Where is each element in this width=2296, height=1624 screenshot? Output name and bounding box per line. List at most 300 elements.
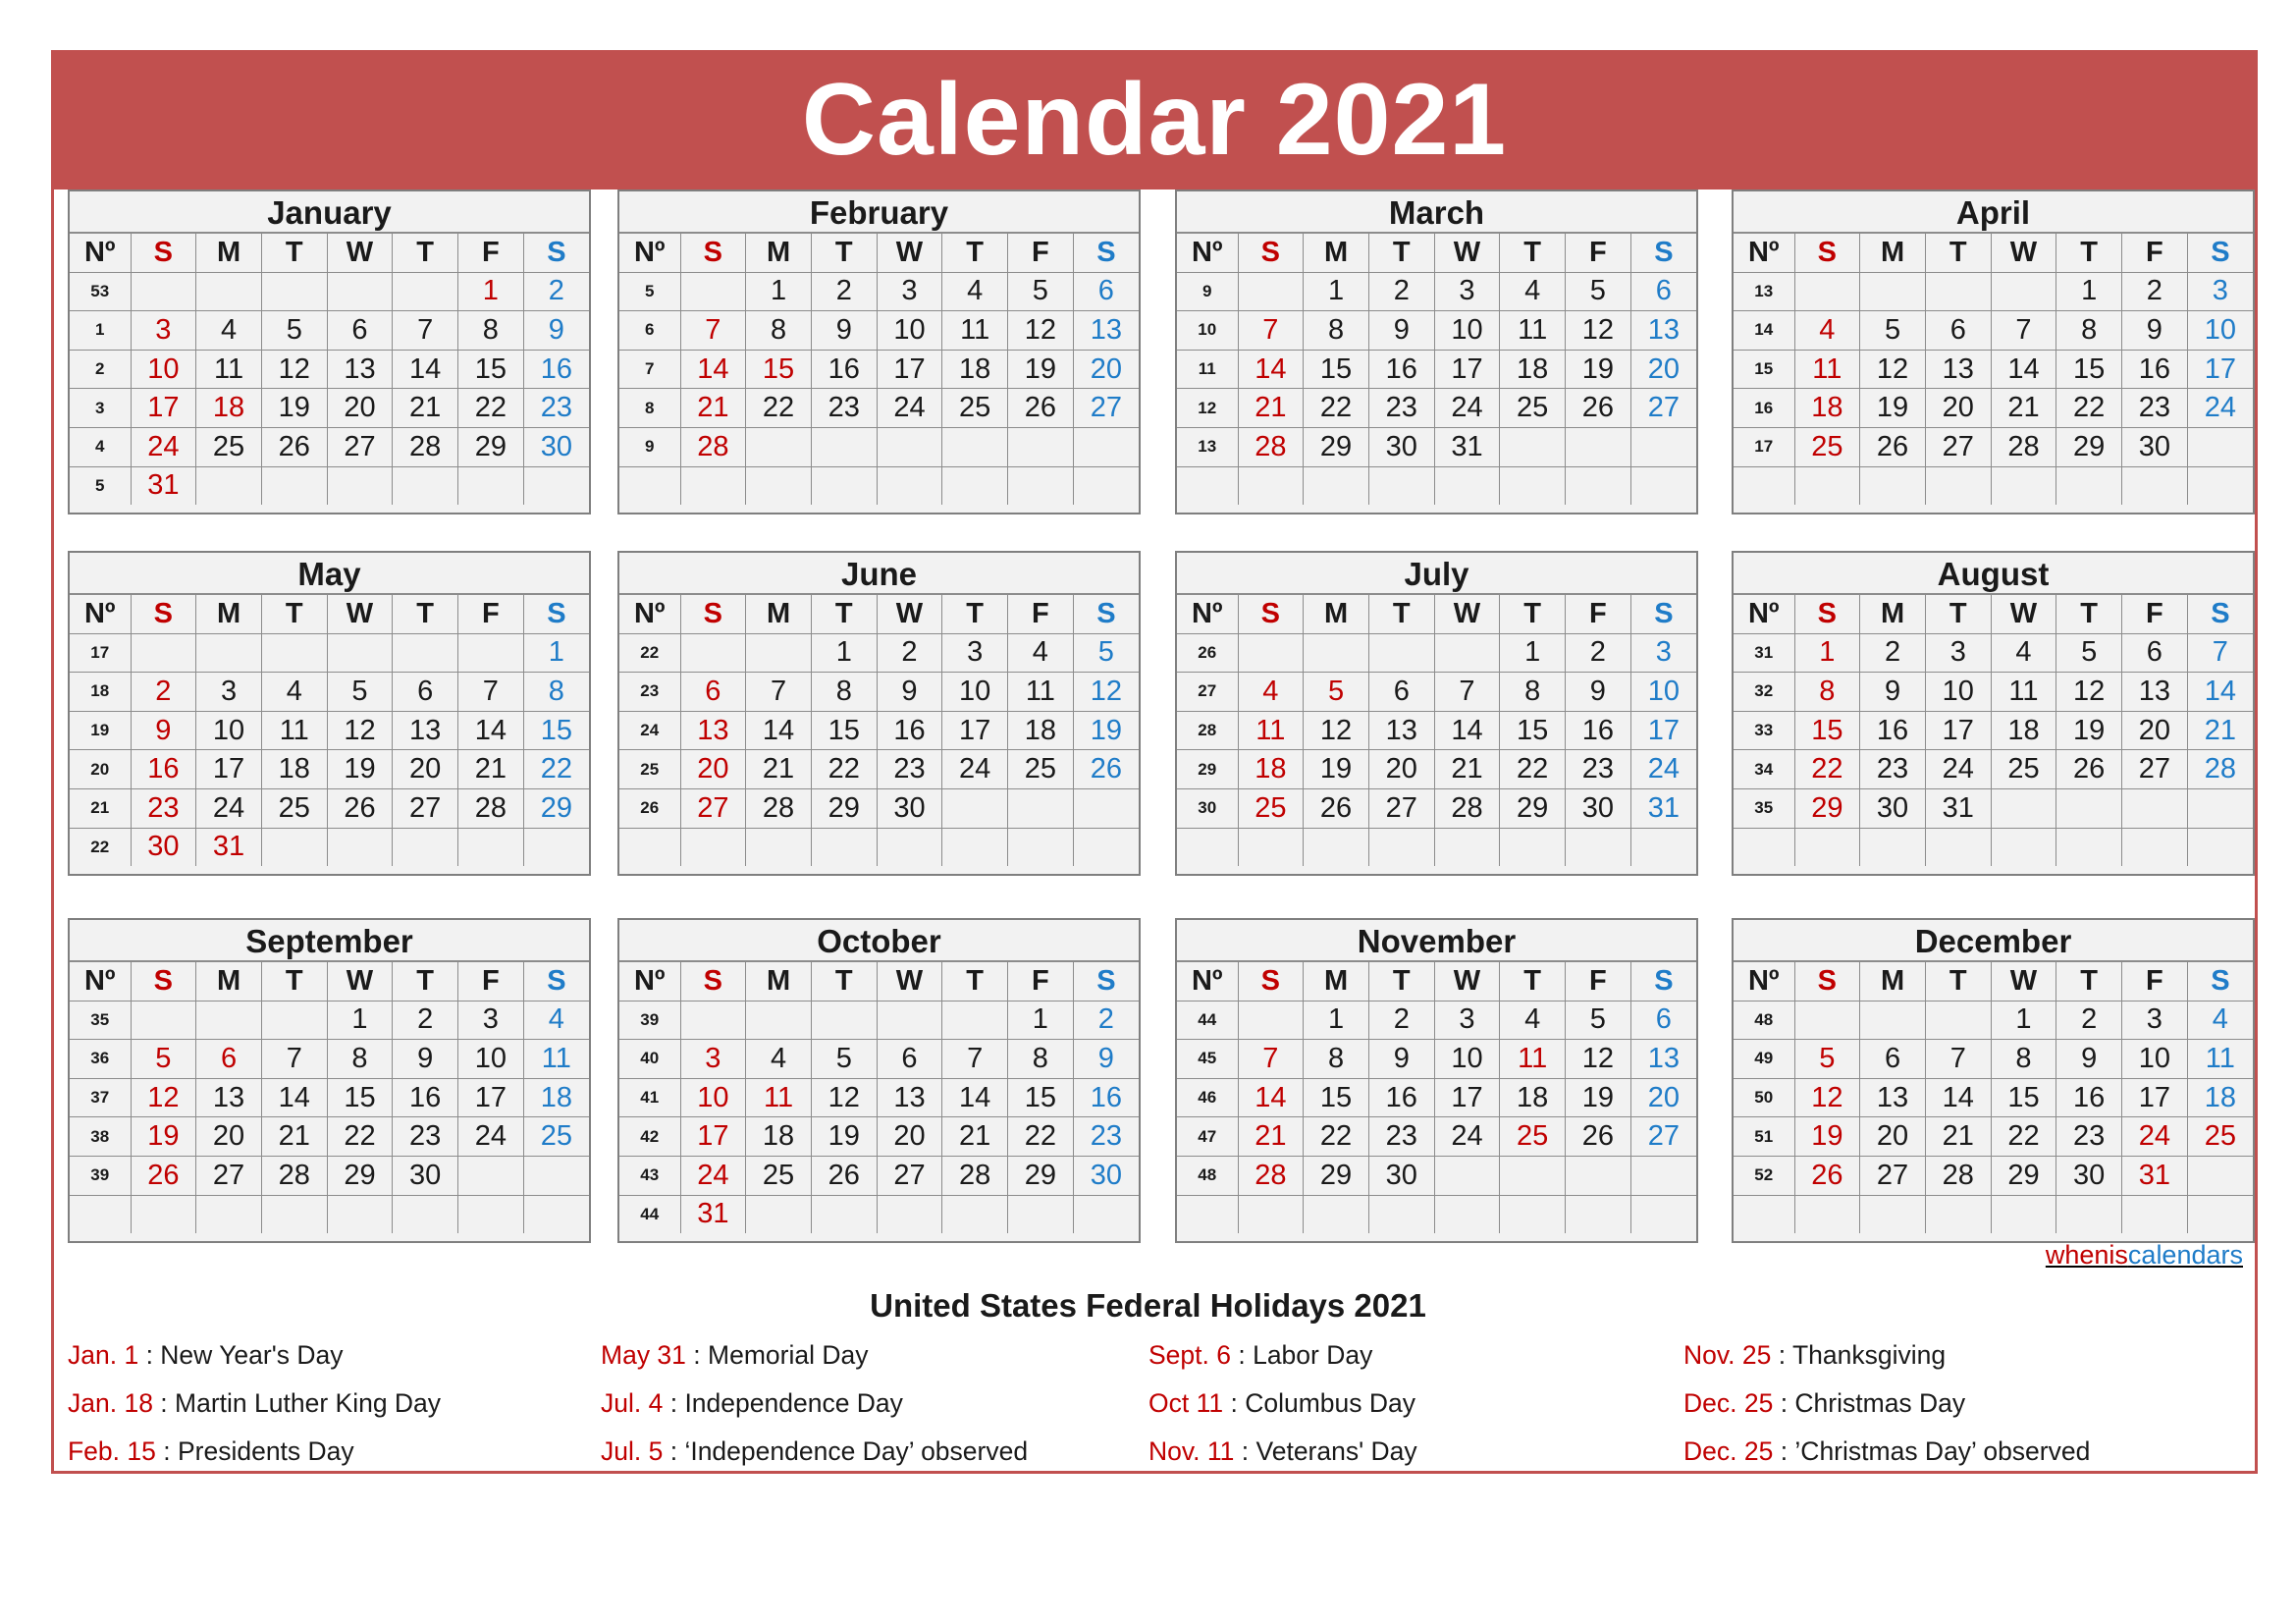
empty-cell [1500, 1156, 1566, 1195]
day-cell: 21 [942, 1117, 1008, 1157]
month-september [68, 918, 591, 1243]
day-cell: 22 [811, 750, 877, 789]
day-cell: 4 [1500, 272, 1566, 311]
day-cell: 16 [523, 350, 589, 389]
holiday-name: New Year's Day [160, 1340, 344, 1370]
weekday-header: F [1566, 962, 1631, 1001]
empty-cell [1434, 633, 1500, 673]
day-cell: 9 [523, 311, 589, 351]
day-cell: 14 [261, 1078, 327, 1117]
day-cell: 19 [1304, 750, 1369, 789]
day-cell: 16 [1368, 350, 1434, 389]
month-name: September [70, 920, 589, 961]
day-cell: 26 [131, 1156, 196, 1195]
day-cell: 23 [2056, 1117, 2122, 1157]
day-cell: 1 [523, 633, 589, 673]
day-cell: 11 [196, 350, 262, 389]
day-cell: 10 [877, 311, 942, 351]
day-cell: 6 [680, 673, 746, 712]
day-cell: 6 [2122, 633, 2188, 673]
empty-cell [1860, 466, 1926, 505]
empty-cell [1008, 1195, 1074, 1233]
week-number [619, 466, 680, 505]
day-cell: 19 [261, 389, 327, 428]
month-name: November [1177, 920, 1696, 961]
week-number: 42 [619, 1117, 680, 1157]
week-number: 47 [1177, 1117, 1238, 1157]
week-number: 33 [1734, 711, 1794, 750]
week-number [1177, 1195, 1238, 1233]
day-cell: 30 [2122, 427, 2188, 466]
week-number: 41 [619, 1078, 680, 1117]
day-cell: 27 [1073, 389, 1139, 428]
day-cell: 16 [1860, 711, 1926, 750]
weekday-header: T [261, 962, 327, 1001]
week-number: 27 [1177, 673, 1238, 712]
day-cell: 6 [1925, 311, 1991, 351]
day-cell: 13 [1073, 311, 1139, 351]
day-cell: 25 [942, 389, 1008, 428]
week-number: 38 [70, 1117, 131, 1157]
empty-cell [458, 1156, 524, 1195]
day-cell: 17 [1434, 350, 1500, 389]
day-cell: 14 [393, 350, 458, 389]
day-cell: 17 [1630, 711, 1696, 750]
weekday-header: T [1925, 234, 1991, 273]
day-cell: 3 [2122, 1001, 2188, 1040]
day-cell: 11 [1991, 673, 2056, 712]
day-cell: 24 [131, 427, 196, 466]
weekday-header: F [458, 962, 524, 1001]
empty-cell [2056, 1195, 2122, 1233]
empty-cell [2122, 466, 2188, 505]
empty-cell [327, 633, 393, 673]
day-cell: 4 [1238, 673, 1304, 712]
holiday-name: Columbus Day [1245, 1388, 1415, 1418]
day-cell: 31 [1630, 788, 1696, 828]
empty-cell [1630, 828, 1696, 866]
week-number: 5 [70, 466, 131, 505]
empty-cell [2187, 1195, 2253, 1233]
week-number: 30 [1177, 788, 1238, 828]
day-cell: 8 [746, 311, 812, 351]
day-cell: 24 [458, 1117, 524, 1157]
empty-cell [458, 1195, 524, 1233]
week-number [619, 828, 680, 866]
holiday-name: ’Christmas Day’ observed [1794, 1436, 2091, 1466]
empty-cell [877, 828, 942, 866]
day-cell: 3 [680, 1040, 746, 1079]
day-cell: 13 [1860, 1078, 1926, 1117]
day-cell: 19 [1860, 389, 1926, 428]
day-cell: 13 [2122, 673, 2188, 712]
holiday-column [1683, 1337, 2090, 1482]
day-cell: 3 [1925, 633, 1991, 673]
holiday-name: ‘Independence Day’ observed [684, 1436, 1029, 1466]
day-cell: 7 [942, 1040, 1008, 1079]
weekday-header: S [1794, 595, 1860, 634]
week-number: 1 [70, 311, 131, 351]
day-cell: 28 [1238, 1156, 1304, 1195]
empty-cell [1991, 272, 2056, 311]
day-cell: 22 [327, 1117, 393, 1157]
day-cell: 26 [811, 1156, 877, 1195]
month-name: May [70, 553, 589, 594]
month-name: December [1734, 920, 2253, 961]
day-cell: 12 [2056, 673, 2122, 712]
day-cell: 19 [811, 1117, 877, 1157]
day-cell: 19 [1566, 1078, 1631, 1117]
empty-cell [1860, 272, 1926, 311]
empty-cell [523, 1195, 589, 1233]
weekday-header: T [811, 595, 877, 634]
day-cell: 23 [811, 389, 877, 428]
day-cell: 19 [327, 750, 393, 789]
day-cell: 9 [393, 1040, 458, 1079]
website-link[interactable] [2046, 1240, 2243, 1271]
day-cell: 4 [1008, 633, 1074, 673]
day-cell: 19 [1008, 350, 1074, 389]
day-cell: 9 [2056, 1040, 2122, 1079]
day-cell: 29 [1304, 427, 1369, 466]
day-cell: 8 [1304, 311, 1369, 351]
week-number-header: Nº [1177, 962, 1238, 1001]
holiday-date: May 31 [601, 1340, 686, 1370]
empty-cell [393, 1195, 458, 1233]
weekday-header: T [2056, 234, 2122, 273]
day-cell: 13 [327, 350, 393, 389]
week-number: 22 [619, 633, 680, 673]
week-number: 50 [1734, 1078, 1794, 1117]
day-cell: 1 [1794, 633, 1860, 673]
day-cell: 2 [1368, 272, 1434, 311]
week-number: 14 [1734, 311, 1794, 351]
day-cell: 3 [877, 272, 942, 311]
empty-cell [458, 633, 524, 673]
week-number-header: Nº [619, 595, 680, 634]
day-cell: 9 [877, 673, 942, 712]
day-cell: 21 [2187, 711, 2253, 750]
holiday-separator: : [1223, 1388, 1246, 1418]
day-cell: 29 [811, 788, 877, 828]
day-cell: 1 [1304, 1001, 1369, 1040]
week-number: 3 [70, 389, 131, 428]
empty-cell [131, 272, 196, 311]
holiday-name: Martin Luther King Day [175, 1388, 442, 1418]
day-cell: 10 [131, 350, 196, 389]
day-cell: 27 [1630, 1117, 1696, 1157]
day-cell: 6 [877, 1040, 942, 1079]
empty-cell [811, 427, 877, 466]
day-cell: 28 [1991, 427, 2056, 466]
weekday-header: T [1925, 595, 1991, 634]
day-cell: 12 [1008, 311, 1074, 351]
day-cell: 23 [131, 788, 196, 828]
day-cell: 27 [1860, 1156, 1926, 1195]
month-table [70, 233, 589, 505]
day-cell: 10 [1434, 311, 1500, 351]
day-cell: 20 [877, 1117, 942, 1157]
holiday-separator: : [1771, 1340, 1792, 1370]
weekday-header: W [327, 595, 393, 634]
holiday-separator: : [663, 1436, 685, 1466]
month-june [617, 551, 1141, 876]
day-cell: 22 [1794, 750, 1860, 789]
empty-cell [393, 466, 458, 505]
weekday-header: T [942, 234, 1008, 273]
day-cell: 8 [523, 673, 589, 712]
weekday-header: T [1500, 234, 1566, 273]
empty-cell [196, 272, 262, 311]
day-cell: 13 [1368, 711, 1434, 750]
empty-cell [1434, 466, 1500, 505]
day-cell: 17 [2122, 1078, 2188, 1117]
day-cell: 18 [1238, 750, 1304, 789]
empty-cell [1794, 1001, 1860, 1040]
day-cell: 6 [1630, 272, 1696, 311]
day-cell: 28 [1925, 1156, 1991, 1195]
empty-cell [196, 466, 262, 505]
empty-cell [261, 1195, 327, 1233]
week-number: 20 [70, 750, 131, 789]
weekday-header: T [1925, 962, 1991, 1001]
day-cell: 7 [393, 311, 458, 351]
day-cell: 25 [1500, 1117, 1566, 1157]
day-cell: 7 [1238, 311, 1304, 351]
empty-cell [1500, 828, 1566, 866]
day-cell: 14 [746, 711, 812, 750]
day-cell: 5 [1860, 311, 1926, 351]
day-cell: 8 [458, 311, 524, 351]
day-cell: 13 [1630, 1040, 1696, 1079]
holiday-date: Oct 11 [1148, 1388, 1224, 1418]
empty-cell [393, 828, 458, 866]
day-cell: 20 [1925, 389, 1991, 428]
weekday-header: W [877, 595, 942, 634]
empty-cell [877, 466, 942, 505]
day-cell: 14 [1238, 1078, 1304, 1117]
week-number: 52 [1734, 1156, 1794, 1195]
day-cell: 28 [746, 788, 812, 828]
day-cell: 13 [877, 1078, 942, 1117]
day-cell: 3 [1434, 272, 1500, 311]
day-cell: 26 [2056, 750, 2122, 789]
month-name: April [1734, 191, 2253, 233]
week-number: 15 [1734, 350, 1794, 389]
day-cell: 18 [261, 750, 327, 789]
month-august [1732, 551, 2255, 876]
day-cell: 15 [2056, 350, 2122, 389]
day-cell: 1 [1304, 272, 1369, 311]
day-cell: 23 [1368, 1117, 1434, 1157]
day-cell: 2 [2056, 1001, 2122, 1040]
week-number: 18 [70, 673, 131, 712]
week-number: 29 [1177, 750, 1238, 789]
holiday-item [1683, 1337, 2090, 1385]
week-number: 24 [619, 711, 680, 750]
day-cell: 26 [327, 788, 393, 828]
day-cell: 29 [1500, 788, 1566, 828]
day-cell: 1 [811, 633, 877, 673]
day-cell: 16 [1566, 711, 1631, 750]
day-cell: 9 [1073, 1040, 1139, 1079]
day-cell: 14 [680, 350, 746, 389]
day-cell: 11 [942, 311, 1008, 351]
day-cell: 20 [1368, 750, 1434, 789]
week-number: 26 [1177, 633, 1238, 673]
week-number: 12 [1177, 389, 1238, 428]
weekday-header: F [1566, 595, 1631, 634]
website-link-part: whenis [2045, 1240, 2128, 1270]
month-table [619, 233, 1139, 505]
weekday-header: F [2122, 234, 2188, 273]
day-cell: 5 [131, 1040, 196, 1079]
week-number-header: Nº [1734, 962, 1794, 1001]
day-cell: 6 [196, 1040, 262, 1079]
week-number: 34 [1734, 750, 1794, 789]
day-cell: 18 [1991, 711, 2056, 750]
empty-cell [1860, 1001, 1926, 1040]
day-cell: 27 [393, 788, 458, 828]
week-number-header: Nº [1177, 595, 1238, 634]
day-cell: 29 [1304, 1156, 1369, 1195]
week-number-header: Nº [70, 595, 131, 634]
holiday-item [1148, 1434, 1417, 1482]
week-number-header: Nº [1734, 595, 1794, 634]
holiday-column [68, 1337, 441, 1482]
day-cell: 30 [1566, 788, 1631, 828]
empty-cell [811, 466, 877, 505]
holiday-separator: : [1234, 1436, 1256, 1466]
day-cell: 11 [523, 1040, 589, 1079]
day-cell: 12 [1860, 350, 1926, 389]
weekday-header: S [1630, 962, 1696, 1001]
day-cell: 15 [1500, 711, 1566, 750]
day-cell: 2 [1860, 633, 1926, 673]
holiday-separator: : [685, 1340, 708, 1370]
empty-cell [523, 1156, 589, 1195]
weekday-header: F [1008, 962, 1074, 1001]
day-cell: 27 [1630, 389, 1696, 428]
day-cell: 22 [2056, 389, 2122, 428]
month-table [1177, 594, 1696, 866]
weekday-header: S [1238, 962, 1304, 1001]
day-cell: 17 [2187, 350, 2253, 389]
day-cell: 22 [1304, 389, 1369, 428]
day-cell: 26 [1566, 389, 1631, 428]
empty-cell [1500, 1195, 1566, 1233]
day-cell: 24 [1434, 389, 1500, 428]
day-cell: 5 [1566, 1001, 1631, 1040]
empty-cell [1368, 466, 1434, 505]
day-cell: 20 [1630, 1078, 1696, 1117]
day-cell: 6 [1860, 1040, 1926, 1079]
holiday-item [1148, 1337, 1417, 1385]
month-table [70, 594, 589, 866]
day-cell: 5 [1566, 272, 1631, 311]
holiday-name: Christmas Day [1794, 1388, 1966, 1418]
day-cell: 20 [1630, 350, 1696, 389]
week-number [1734, 828, 1794, 866]
empty-cell [877, 1195, 942, 1233]
month-name: July [1177, 553, 1696, 594]
empty-cell [1434, 1156, 1500, 1195]
day-cell: 16 [2056, 1078, 2122, 1117]
day-cell: 6 [393, 673, 458, 712]
empty-cell [1925, 828, 1991, 866]
holiday-item [68, 1385, 441, 1434]
empty-cell [1238, 466, 1304, 505]
empty-cell [1304, 1195, 1369, 1233]
holiday-name: Memorial Day [708, 1340, 869, 1370]
day-cell: 21 [393, 389, 458, 428]
day-cell: 8 [1500, 673, 1566, 712]
day-cell: 17 [196, 750, 262, 789]
day-cell: 17 [942, 711, 1008, 750]
day-cell: 3 [196, 673, 262, 712]
day-cell: 11 [261, 711, 327, 750]
day-cell: 30 [523, 427, 589, 466]
empty-cell [746, 633, 812, 673]
holidays-title: United States Federal Holidays 2021 [870, 1287, 1426, 1324]
day-cell: 22 [746, 389, 812, 428]
empty-cell [942, 1195, 1008, 1233]
month-march [1175, 189, 1698, 514]
week-number: 49 [1734, 1040, 1794, 1079]
empty-cell [2187, 427, 2253, 466]
day-cell: 12 [811, 1078, 877, 1117]
day-cell: 24 [2187, 389, 2253, 428]
weekday-header: S [1630, 234, 1696, 273]
day-cell: 1 [746, 272, 812, 311]
day-cell: 18 [1500, 350, 1566, 389]
day-cell: 17 [1434, 1078, 1500, 1117]
holiday-separator: : [1230, 1340, 1254, 1370]
day-cell: 6 [1630, 1001, 1696, 1040]
day-cell: 4 [942, 272, 1008, 311]
day-cell: 11 [1008, 673, 1074, 712]
weekday-header: M [196, 595, 262, 634]
day-cell: 25 [1794, 427, 1860, 466]
month-may [68, 551, 591, 876]
weekday-header: S [523, 234, 589, 273]
empty-cell [1500, 466, 1566, 505]
day-cell: 27 [327, 427, 393, 466]
day-cell: 15 [458, 350, 524, 389]
day-cell: 31 [680, 1195, 746, 1233]
day-cell: 4 [261, 673, 327, 712]
day-cell: 24 [877, 389, 942, 428]
holiday-date: Jan. 1 [68, 1340, 139, 1370]
day-cell: 9 [131, 711, 196, 750]
empty-cell [261, 828, 327, 866]
empty-cell [1073, 828, 1139, 866]
day-cell: 2 [811, 272, 877, 311]
day-cell: 12 [327, 711, 393, 750]
weekday-header: S [523, 595, 589, 634]
weekday-header: S [1073, 962, 1139, 1001]
day-cell: 8 [1991, 1040, 2056, 1079]
day-cell: 11 [2187, 1040, 2253, 1079]
weekday-header: M [1860, 234, 1926, 273]
week-number: 8 [619, 389, 680, 428]
week-number: 44 [619, 1195, 680, 1233]
empty-cell [942, 466, 1008, 505]
empty-cell [746, 828, 812, 866]
weekday-header: T [942, 962, 1008, 1001]
day-cell: 23 [1073, 1117, 1139, 1157]
day-cell: 12 [1073, 673, 1139, 712]
